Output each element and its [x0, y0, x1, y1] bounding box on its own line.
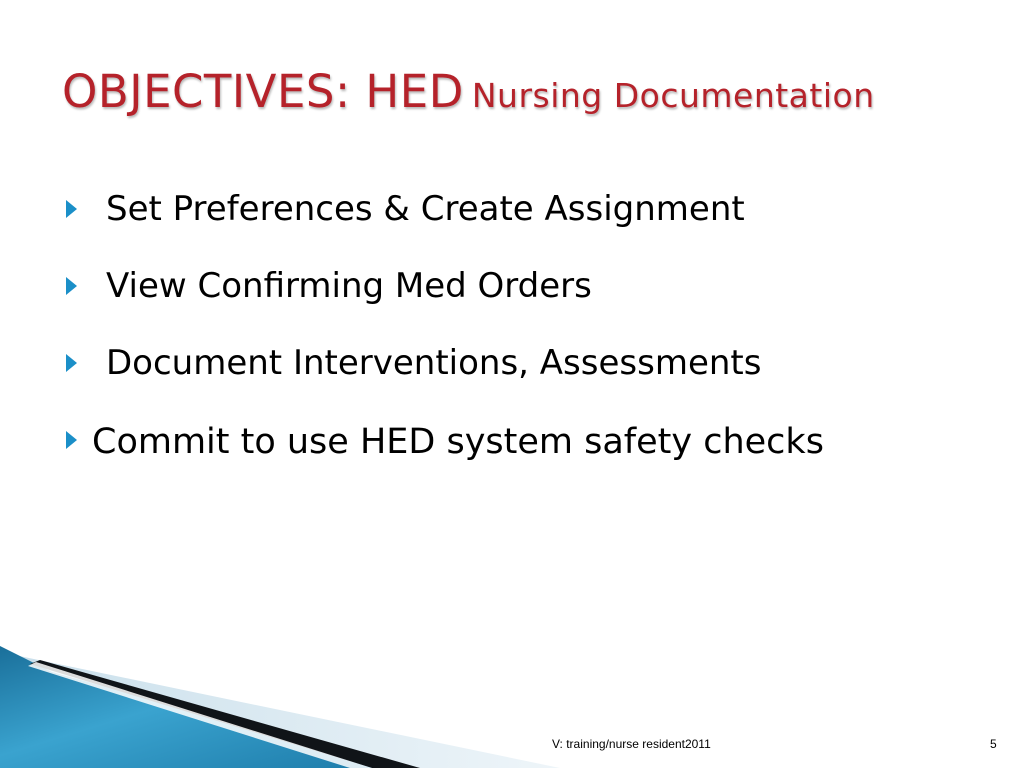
title-subtitle: Nursing Documentation — [471, 76, 875, 115]
bullet-text: Document Interventions, Assessments — [106, 343, 762, 383]
bullet-text: Commit to use HED system safety checks — [92, 422, 824, 462]
arrow-bullet-icon — [66, 431, 77, 449]
footer-text: V: training/nurse resident2011 — [552, 737, 711, 751]
arrow-bullet-icon — [66, 277, 77, 295]
title-main: OBJECTIVES: HED — [62, 65, 464, 118]
page-number: 5 — [990, 737, 997, 751]
bullet-text: View Confirming Med Orders — [106, 266, 592, 306]
bullet-text: Set Preferences & Create Assignment — [106, 189, 745, 229]
arrow-bullet-icon — [66, 200, 77, 218]
arrow-bullet-icon — [66, 354, 77, 372]
slide-title — [62, 62, 875, 126]
